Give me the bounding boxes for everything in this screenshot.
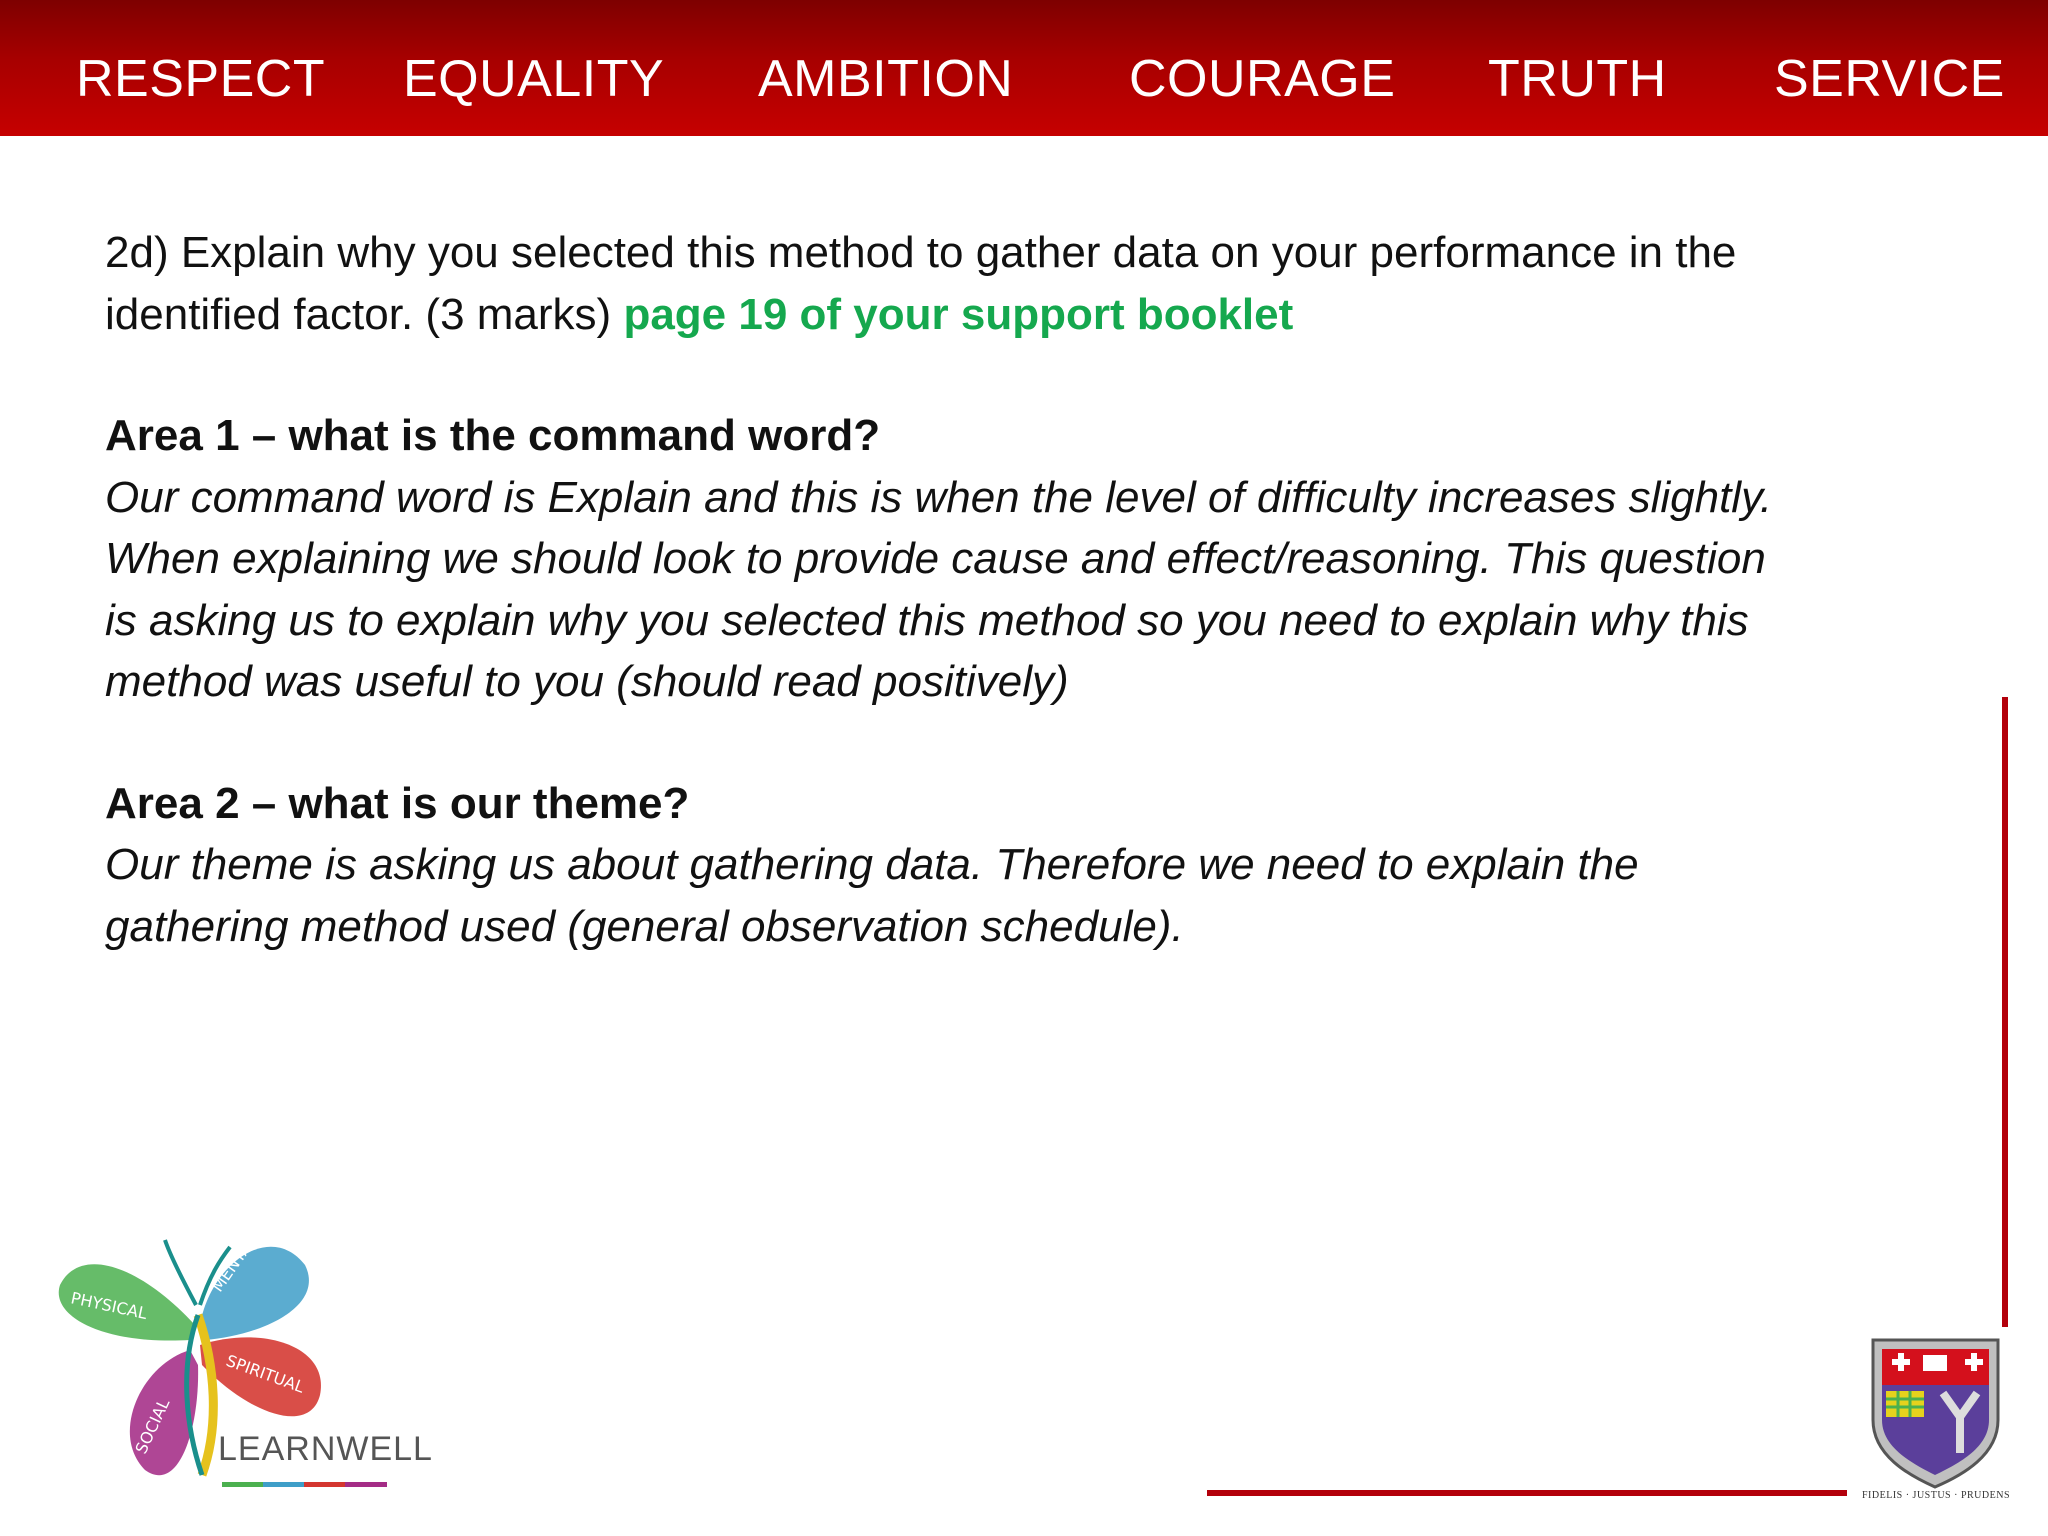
- learnwell-wordmark: LEARNWELL: [218, 1430, 433, 1468]
- learnwell-colour-bar: [222, 1482, 387, 1487]
- value-truth: TRUTH: [1488, 50, 1667, 108]
- value-ambition: AMBITION: [758, 50, 1014, 108]
- question-paragraph: [105, 222, 1785, 345]
- vertical-rule: [2002, 697, 2008, 1327]
- spacer: [105, 713, 1785, 773]
- values-banner: [0, 0, 2048, 136]
- value-respect: RESPECT: [76, 50, 326, 108]
- question-text: 2d) Explain why you selected this method to gather data on your performance in the identified factor. (3 marks): [105, 228, 1737, 339]
- horizontal-rule: [1207, 1490, 1847, 1496]
- area2-heading: Area 2 – what is our theme?: [105, 778, 690, 828]
- physical-label: PHYSICAL: [69, 1288, 149, 1323]
- booklet-reference: page 19 of your support booklet: [623, 289, 1294, 339]
- crest-motto: FIDELIS · JUSTUS · PRUDENS: [1862, 1490, 2011, 1501]
- school-crest-icon: [1868, 1335, 2003, 1490]
- slide-content: [105, 222, 1785, 957]
- social-label: SOCIAL: [131, 1395, 174, 1457]
- area2-body: Our theme is asking us about gathering data. Therefore we need to explain the gathering method used (general observation schedule).: [105, 840, 1639, 951]
- area1-heading: Area 1 – what is the command word?: [105, 411, 881, 460]
- spiritual-label: SPIRITUAL: [223, 1350, 307, 1397]
- value-service: SERVICE: [1774, 50, 2005, 108]
- spacer: [105, 345, 1785, 405]
- value-equality: EQUALITY: [403, 50, 665, 108]
- area1-body: Our command word is Explain and this is when the level of difficulty increases slightly. When explaining we should look to provide cause and effect/reasoning. This question is asking us to explain why you selected this method so you need to explain why this method was useful to you (should read positively): [105, 472, 1773, 706]
- value-courage: COURAGE: [1129, 50, 1396, 108]
- mental-label: MENTAL: [207, 1231, 261, 1296]
